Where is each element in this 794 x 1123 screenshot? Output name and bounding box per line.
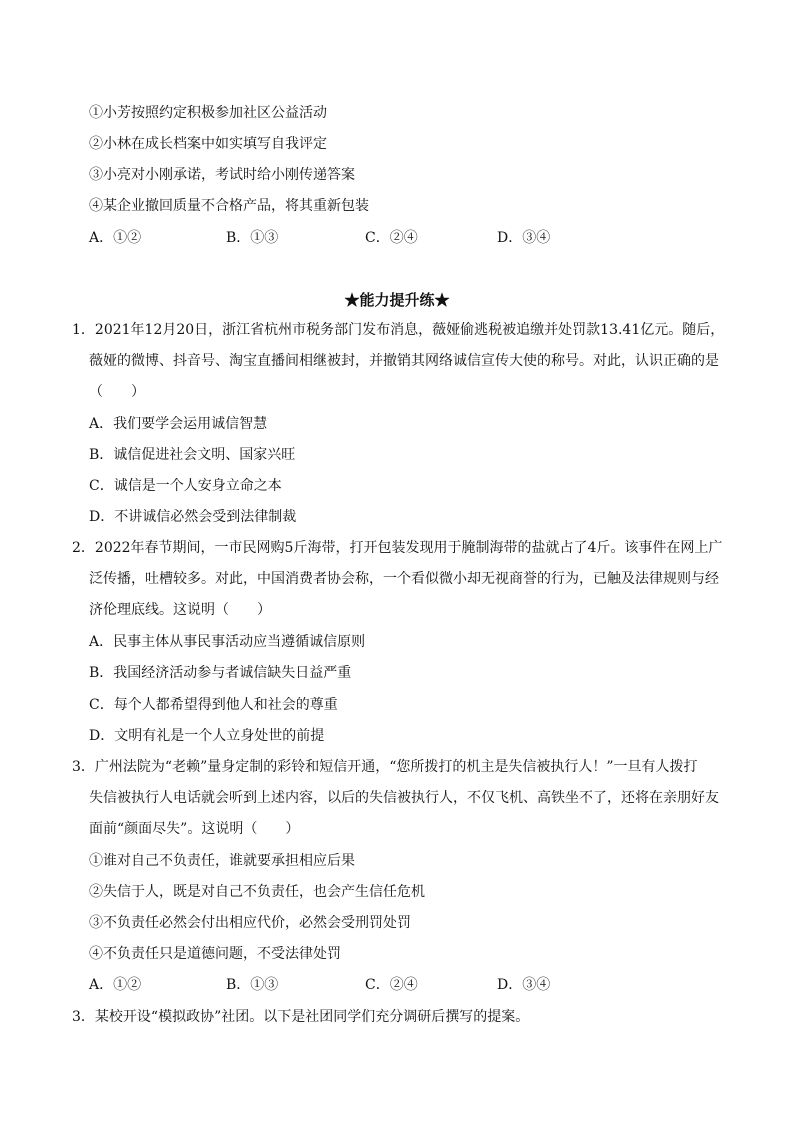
statement-item: ②小林在成长档案中如实填写自我评定 [89,136,327,152]
statement-item: ③小亮对小刚承诺，考试时给小刚传递答案 [89,167,355,183]
option-c: C．②④ [365,977,418,993]
question-2-option: C．每个人都希望得到他人和社会的尊重 [89,697,338,713]
question-3-item: ③不负责任必然会付出相应代价，必然会受刑罚处罚 [89,915,411,931]
question-1-line: （ ） [89,384,145,400]
question-3-item: ①谁对自己不负责任，谁就要承担相应后果 [89,853,355,869]
question-3-item: ②失信于人，既是对自己不负责任，也会产生信任危机 [89,884,425,900]
option-b: B．①③ [226,230,279,246]
statement-item: ④某企业撤回质量不合格产品，将其重新包装 [89,198,369,214]
option-a: A．①② [89,977,142,993]
option-c: C．②④ [365,230,418,246]
question-1-option: A．我们要学会运用诚信智慧 [89,416,268,432]
question-3-line: 面前“颜面尽失”。这说明（ ） [89,821,300,837]
question-1-option: D．不讲诚信必然会受到法律制裁 [89,509,297,525]
question-3-line: 失信被执行人电话就会听到上述内容，以后的失信被执行人，不仅飞机、高铁坐不了，还将在亲朋好友 [89,790,719,806]
question-4-line: 3．某校开设“模拟政协”社团。以下是社团同学们充分调研后撰写的提案。 [72,1009,530,1025]
option-d: D．③④ [497,977,551,993]
question-2-line: 2．2022年春节期间，一市民网购5斤海带，打开包装发现用于腌制海带的盐就占了4斤。该事件在网上广 [72,540,723,556]
question-3-line: 3．广州法院为“老赖”量身定制的彩铃和短信开通，“您所拨打的机主是失信被执行人！”一旦有人拨打 [72,759,698,775]
question-1-line: 1．2021年12月20日，浙江省杭州市税务部门发布消息，薇娅偷逃税被追缴并处罚款13.41亿元。随后， [72,322,725,338]
question-2-line: 泛传播，吐槽较多。对此，中国消费者协会称，一个看似微小却无视商誉的行为，已触及法律规则与经 [89,571,719,587]
question-2-option: B．我国经济活动参与者诚信缺失日益严重 [89,665,352,681]
question-2-option: A．民事主体从事民事活动应当遵循诚信原则 [89,634,366,650]
option-a: A．①② [89,230,142,246]
question-1-option: C．诚信是一个人安身立命之本 [89,478,282,494]
statement-item: ①小芳按照约定积极参加社区公益活动 [89,105,327,121]
option-d: D．③④ [497,230,551,246]
question-2-option: D．文明有礼是一个人立身处世的前提 [89,728,325,744]
answer-options [89,975,649,995]
question-1-option: B．诚信促进社会文明、国家兴旺 [89,447,296,463]
section-title: ★能力提升练★ [344,291,450,309]
question-1-line: 薇娅的微博、抖音号、淘宝直播间相继被封，并撤销其网络诚信宣传大使的称号。对此，认识正确的是 [89,353,719,369]
answer-options [89,228,649,248]
question-3-item: ④不负责任只是道德问题，不受法律处罚 [89,946,341,962]
question-2-line: 济伦理底线。这说明（ ） [89,602,271,618]
option-b: B．①③ [226,977,279,993]
